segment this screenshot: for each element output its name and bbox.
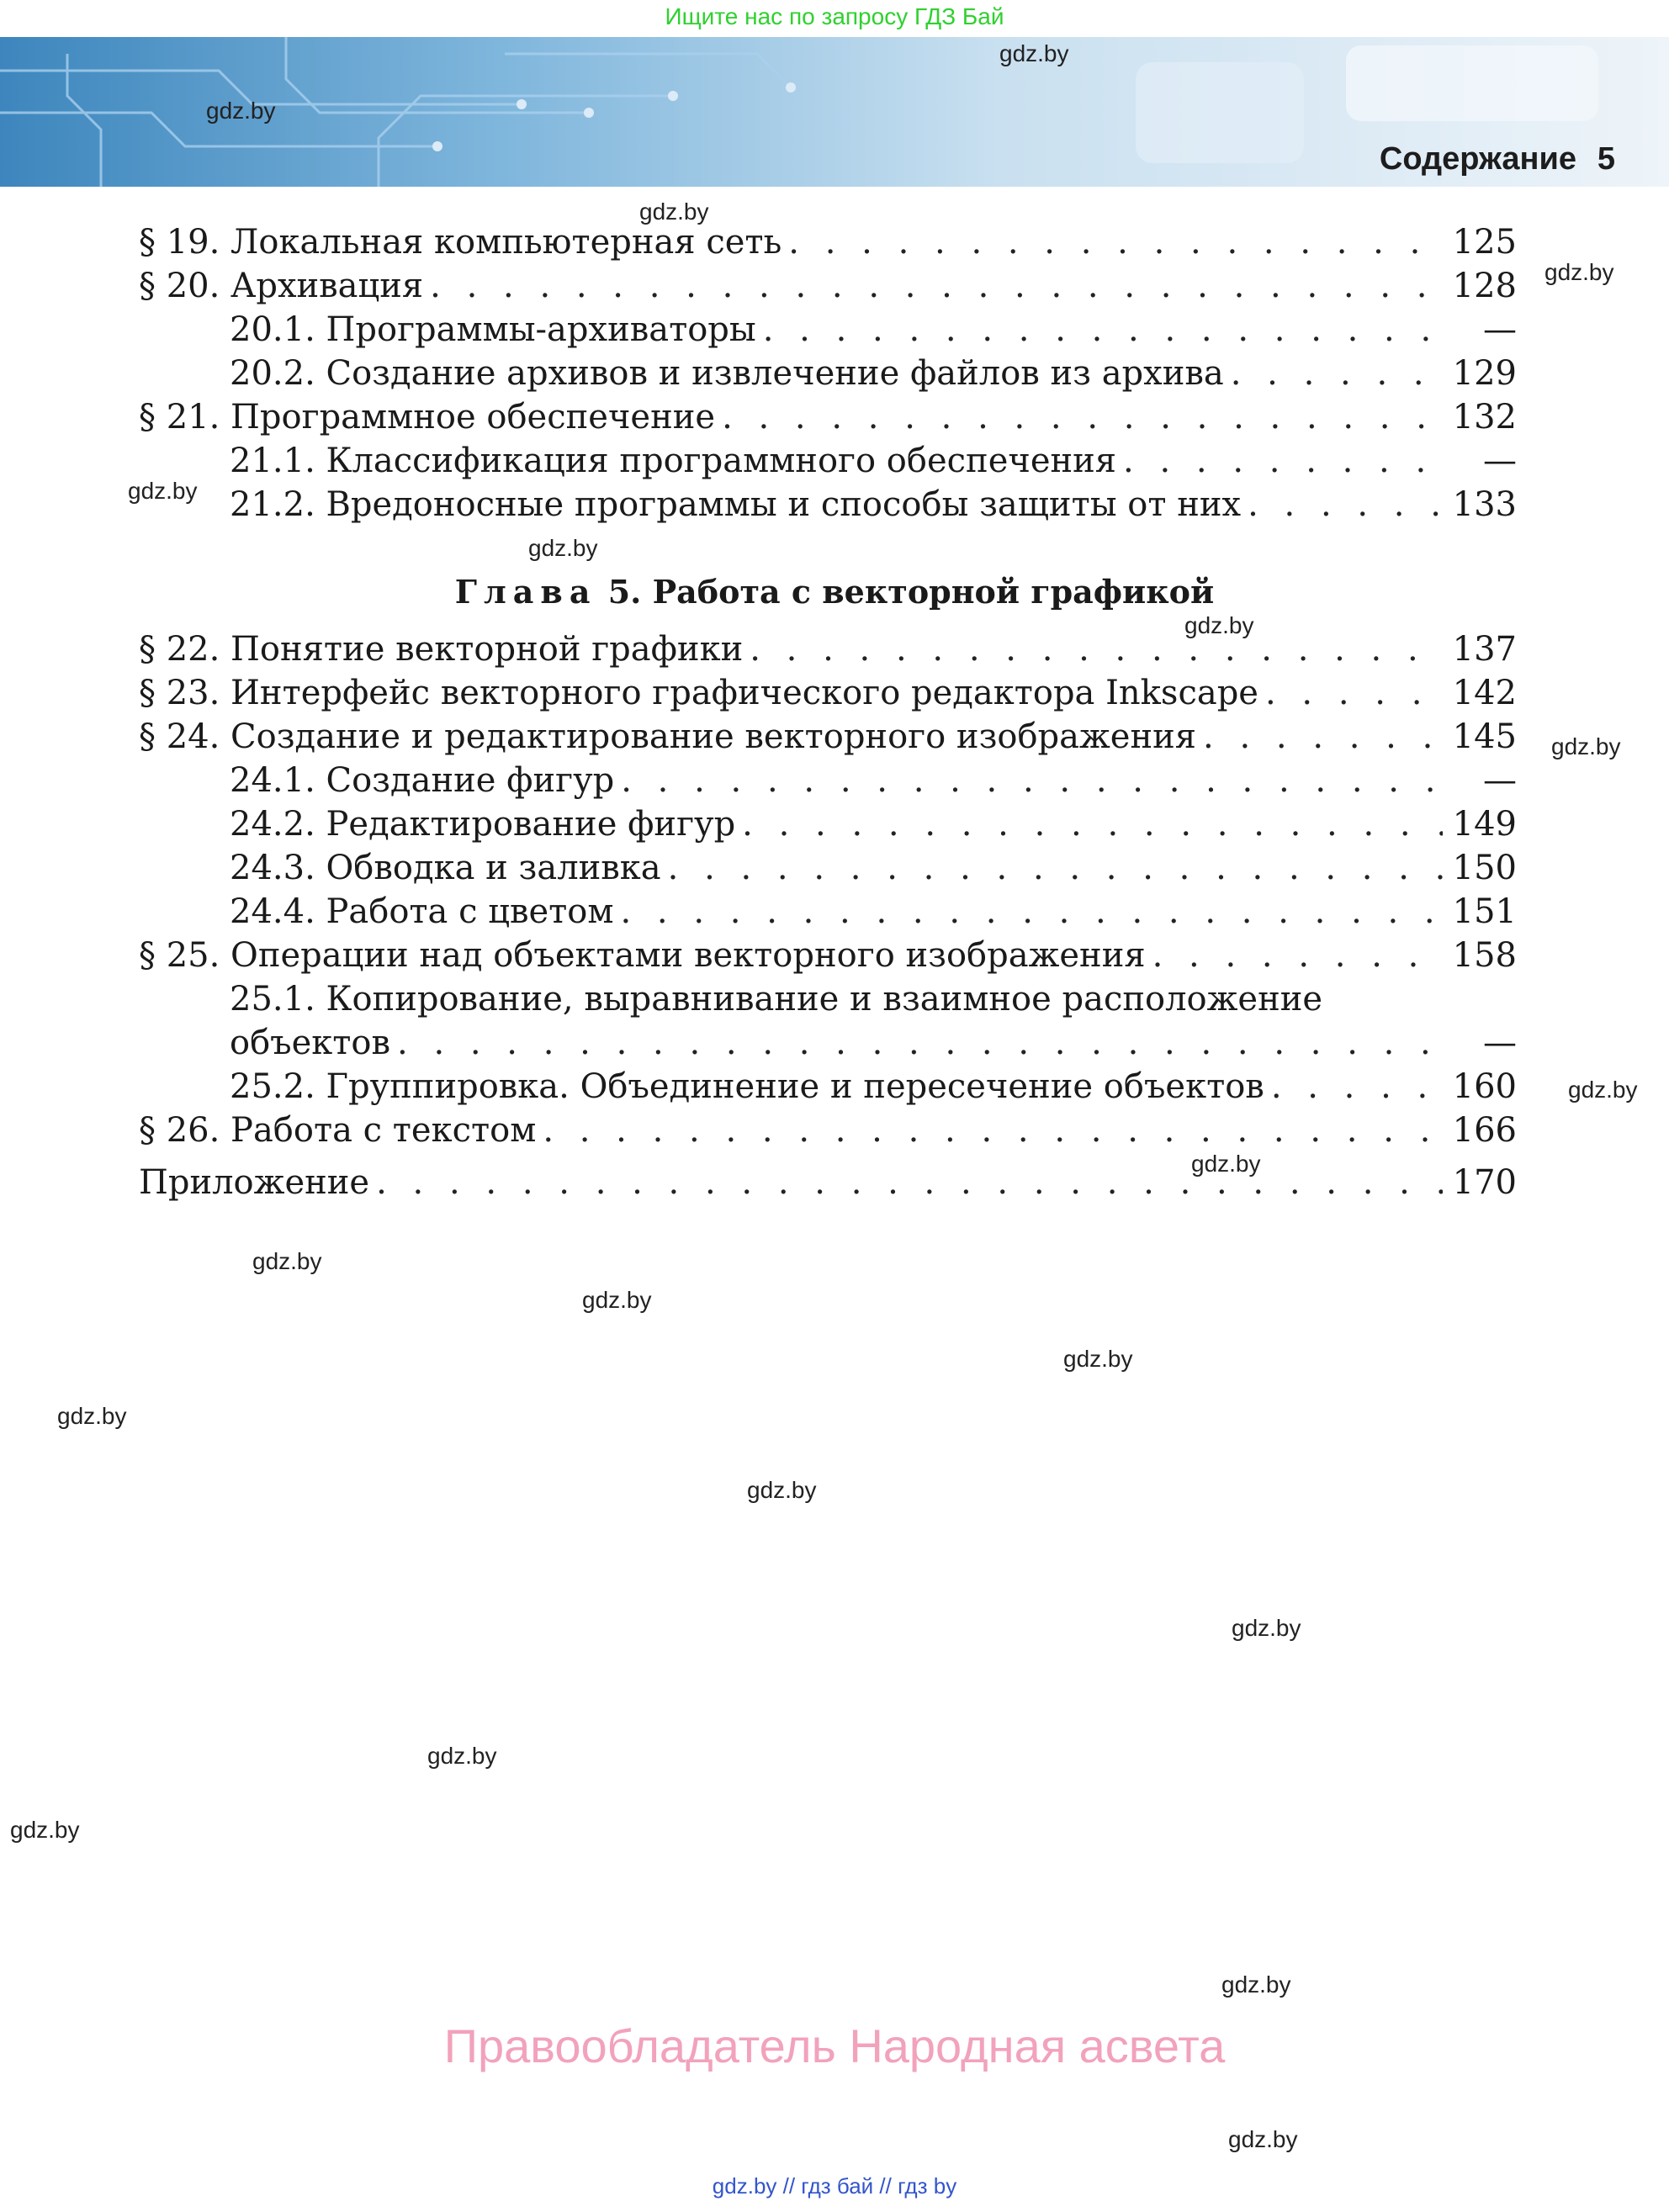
watermark: gdz.by bbox=[1551, 733, 1621, 759]
toc-title: § 24. Создание и редактирование векторного изображения bbox=[139, 717, 1197, 756]
toc-title: § 26. Работа с текстом bbox=[139, 1111, 537, 1150]
toc-title: 25.1. Копирование, выравнивание и взаимное расположение bbox=[230, 980, 1323, 1019]
toc-page: 158 bbox=[1452, 936, 1517, 975]
watermark: gdz.by bbox=[1228, 2126, 1298, 2152]
toc-page: 149 bbox=[1452, 805, 1517, 844]
toc-page: 170 bbox=[1452, 1163, 1517, 1202]
dot-leader bbox=[1231, 352, 1443, 395]
dot-leader bbox=[543, 1109, 1443, 1152]
toc-title: 24.2. Редактирование фигур bbox=[230, 805, 736, 844]
toc-row bbox=[230, 308, 1517, 352]
dot-leader bbox=[620, 890, 1443, 934]
watermark: gdz.by bbox=[1232, 1615, 1301, 1641]
toc-title: объектов bbox=[230, 1024, 391, 1062]
toc-title: 24.4. Работа с цветом bbox=[230, 892, 614, 931]
toc-title: § 19. Локальная компьютерная сеть bbox=[139, 223, 782, 262]
toc-row bbox=[230, 846, 1517, 890]
toc-row bbox=[139, 715, 1517, 759]
toc-row bbox=[230, 1021, 1517, 1065]
toc-page: 160 bbox=[1452, 1067, 1517, 1106]
watermark: gdz.by bbox=[57, 1403, 127, 1429]
chapter-prefix: Глава bbox=[454, 573, 597, 611]
toc-title: 20.2. Создание архивов и извлечение файлов из архива bbox=[230, 354, 1224, 393]
toc-page: 137 bbox=[1452, 630, 1517, 669]
watermark: gdz.by bbox=[128, 478, 198, 504]
toc-title: § 25. Операции над объектами векторного изображения bbox=[139, 936, 1146, 975]
toc-title: § 21. Программное обеспечение bbox=[139, 398, 716, 437]
dot-leader bbox=[668, 846, 1443, 890]
toc-page: 145 bbox=[1452, 717, 1517, 756]
toc-title: 21.2. Вредоносные программы и способы защиты от них bbox=[230, 485, 1242, 524]
dot-leader bbox=[397, 1021, 1443, 1065]
toc-title: Приложение bbox=[139, 1163, 370, 1202]
dot-leader bbox=[1203, 715, 1443, 759]
watermark: gdz.by bbox=[1544, 259, 1614, 285]
page-number: 5 bbox=[1597, 141, 1615, 177]
watermark: gdz.by bbox=[528, 535, 598, 561]
dot-leader bbox=[722, 395, 1443, 439]
toc-title: § 23. Интерфейс векторного графического редактора Inkscape bbox=[139, 674, 1258, 712]
watermark: gdz.by bbox=[1221, 1971, 1291, 1998]
toc-row bbox=[139, 1109, 1517, 1152]
toc-title: 20.1. Программы-архиваторы bbox=[230, 310, 756, 349]
toc-page: — bbox=[1483, 442, 1517, 480]
watermark: gdz.by bbox=[1184, 612, 1254, 638]
dot-leader bbox=[742, 802, 1443, 846]
toc-page: 142 bbox=[1452, 674, 1517, 712]
chapter-number: 5. bbox=[607, 573, 642, 611]
copyright-notice: Правообладатель Народная асвета bbox=[443, 2019, 1226, 2072]
watermark: gdz.by bbox=[639, 198, 709, 225]
dot-leader bbox=[621, 759, 1443, 802]
watermark: gdz.by bbox=[1191, 1151, 1261, 1177]
dot-leader bbox=[1152, 934, 1443, 977]
dot-leader bbox=[1123, 439, 1443, 483]
toc-title: 24.1. Создание фигур bbox=[230, 761, 615, 800]
dot-leader bbox=[1271, 1065, 1443, 1109]
dot-leader bbox=[430, 264, 1443, 308]
toc-page: — bbox=[1483, 1024, 1517, 1062]
top-banner: Ищите нас по запросу ГДЗ Бай bbox=[665, 3, 1004, 29]
toc-title: 24.3. Обводка и заливка bbox=[230, 849, 661, 887]
dot-leader bbox=[1248, 483, 1443, 527]
watermark: gdz.by bbox=[427, 1743, 497, 1769]
toc-page: 150 bbox=[1452, 849, 1517, 887]
toc-row bbox=[139, 220, 1517, 264]
toc-page: 129 bbox=[1452, 354, 1517, 393]
toc-page: 132 bbox=[1452, 398, 1517, 437]
dot-leader bbox=[750, 627, 1443, 671]
toc-page: 128 bbox=[1452, 267, 1517, 305]
footer-links: gdz.by // гдз бай // гдз by bbox=[712, 2173, 957, 2199]
dot-leader bbox=[376, 1161, 1443, 1204]
toc-page: 125 bbox=[1452, 223, 1517, 262]
chapter-title: Работа с векторной графикой bbox=[652, 573, 1215, 611]
toc-row bbox=[230, 890, 1517, 934]
dot-leader bbox=[1265, 671, 1443, 715]
toc-page: 166 bbox=[1452, 1111, 1517, 1150]
toc-row bbox=[139, 264, 1517, 308]
toc-row bbox=[139, 627, 1517, 671]
toc-page: 151 bbox=[1452, 892, 1517, 931]
section-title: Содержание bbox=[1379, 141, 1576, 177]
watermark: gdz.by bbox=[10, 1817, 80, 1843]
toc-row bbox=[139, 395, 1517, 439]
toc-title: 25.2. Группировка. Объединение и пересечение объектов bbox=[230, 1067, 1264, 1106]
toc-row bbox=[230, 1065, 1517, 1109]
toc-page: — bbox=[1483, 310, 1517, 349]
dot-leader bbox=[763, 308, 1443, 352]
watermark: gdz.by bbox=[252, 1248, 322, 1274]
toc-title: § 22. Понятие векторной графики bbox=[139, 630, 744, 669]
toc-row bbox=[230, 439, 1517, 483]
toc-row bbox=[230, 483, 1517, 527]
watermark: gdz.by bbox=[1063, 1346, 1133, 1372]
watermark: gdz.by bbox=[206, 98, 276, 124]
watermark: gdz.by bbox=[582, 1287, 652, 1313]
watermark: gdz.by bbox=[999, 40, 1069, 66]
watermark: gdz.by bbox=[1568, 1077, 1638, 1103]
toc-row bbox=[230, 352, 1517, 395]
toc-row bbox=[230, 759, 1517, 802]
toc-row bbox=[139, 934, 1517, 977]
toc-page: 133 bbox=[1452, 485, 1517, 524]
toc-title: § 20. Архивация bbox=[139, 267, 424, 305]
toc-page: — bbox=[1483, 761, 1517, 800]
chapter-heading bbox=[0, 570, 1669, 614]
dot-leader bbox=[788, 220, 1443, 264]
toc-row bbox=[230, 802, 1517, 846]
toc-row bbox=[139, 1161, 1517, 1204]
toc-title: 21.1. Классификация программного обеспечения bbox=[230, 442, 1117, 480]
toc-row bbox=[139, 671, 1517, 715]
watermark: gdz.by bbox=[747, 1477, 817, 1503]
toc-row bbox=[230, 977, 1517, 1021]
